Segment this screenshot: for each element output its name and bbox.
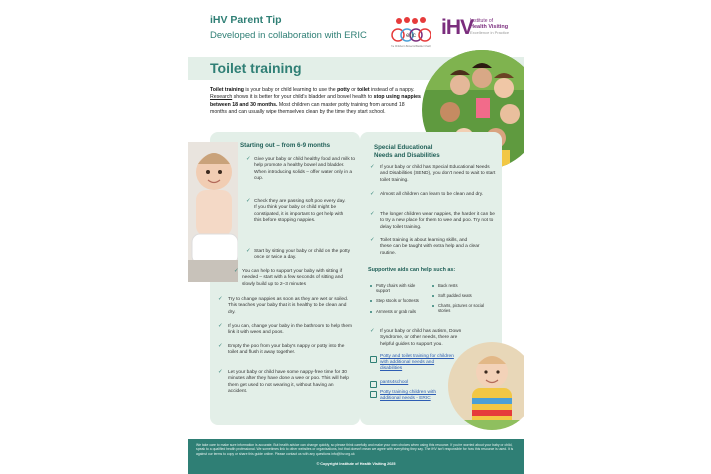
list-item: Let your baby or child have some nappy-free time for 30 minutes after they have done a wee or poo. This will help them get used to not wearing it, without having an accident. <box>228 370 349 395</box>
bullet-dot <box>370 311 372 313</box>
ihv-logo-text: Institute of Health Visiting Excellence in Practice <box>470 18 510 35</box>
bullet-dot <box>432 285 434 287</box>
list-item: Try to change nappies as soon as they are wet or soiled. This teaches your baby that it is healthy to be clean and dry. <box>228 297 349 315</box>
check-icon: ✓ <box>370 164 375 170</box>
ihv-logo <box>441 16 521 46</box>
check-icon: ✓ <box>246 248 251 254</box>
check-icon: ✓ <box>218 323 223 329</box>
aid-item: Back rests <box>438 283 458 288</box>
external-link-icon <box>370 356 377 363</box>
list-item: Toilet training is about learning skills, and these can be taught with extra help and a clear routine. <box>380 238 480 256</box>
intro-paragraph: Toilet training is your baby or child learning to use the potty or toilet instead of a nappy. Research shows it is better for your child's bladder and bowel health to stop using nappies between 18 and 30 months. Most children can master potty training from around 18 months and can usually wipe themselves clean by the time they start school. <box>210 87 421 116</box>
list-item: Check they are passing soft poo every day. If you think your baby or child might be constipated, it is important to get help with this before stopping nappies. <box>254 199 346 224</box>
aid-item: Armrests or grab rails <box>376 309 417 314</box>
list-item: If you can, change your baby in the bathroom to help them link it with wees and poos. <box>228 324 352 336</box>
bullet-dot <box>370 285 372 287</box>
check-icon: ✓ <box>218 343 223 349</box>
list-item: Almost all children can learn to be clean and dry. <box>380 192 484 197</box>
external-link-icon <box>370 391 377 398</box>
research-link[interactable]: Research <box>210 94 233 101</box>
list-item: Empty the poo from your baby's nappy or potty into the toilet and flush it away together. <box>228 344 345 356</box>
check-icon: ✓ <box>234 268 239 274</box>
list-item: You can help to support your baby with sitting if needed – start with a few seconds of sitting and slowly build up to 2–3 minutes <box>242 269 344 287</box>
ihv-logo-mark: iHV <box>441 16 474 39</box>
eric-logo <box>391 15 431 49</box>
eric-logo-tagline: The Children's Bowel & Bladder Charity <box>391 45 431 48</box>
page-title: Toilet training <box>210 60 302 76</box>
list-item: The longer children wear nappies, the harder it can be to try a new place for them to wee and poo. Try not to delay toilet training. <box>380 212 495 230</box>
footer-copyright: © Copyright Institute of Health Visiting 2025 <box>316 462 396 466</box>
check-icon: ✓ <box>370 237 375 243</box>
list-item: If your baby or child has autism, Down Syndrome, or other needs, there are helpful guides to support you. <box>380 329 462 347</box>
link-potty-training-eric[interactable]: Potty training children with additional needs - ERIC <box>380 390 436 402</box>
check-icon: ✓ <box>218 296 223 302</box>
external-link-icon <box>370 381 377 388</box>
aid-item: Step stools or footrests <box>376 298 419 303</box>
list-item: Give your baby or child healthy food and milk to help promote a healthy bowel and bladder. When introducing solids – offer water only in a cup. <box>254 157 356 182</box>
aid-item: Soft padded seats <box>438 293 472 298</box>
list-item: Start by sitting your baby or child on the potty once or twice a day. <box>254 249 350 261</box>
bullet-dot <box>432 295 434 297</box>
baby-on-potty-photo <box>188 142 238 282</box>
header-subtitle: Developed in collaboration with ERIC <box>210 30 367 41</box>
check-icon: ✓ <box>370 211 375 217</box>
eric-logo-text: eric <box>406 33 416 39</box>
bullet-dot <box>432 305 434 307</box>
send-title: Special Educational Needs and Disabilities <box>374 144 440 159</box>
aid-item: Charts, pictures or social stories <box>438 303 485 314</box>
header-title: iHV Parent Tip <box>210 14 282 26</box>
check-icon: ✓ <box>246 156 251 162</box>
check-icon: ✓ <box>370 191 375 197</box>
aid-item: Potty chairs with side support <box>376 283 416 294</box>
link-potty-toilet-additional-needs[interactable]: Potty and toilet training for children with additional needs and disabilities <box>380 354 454 372</box>
list-item: If your baby or child has Special Educational Needs and Disabilities (SEND), you don't need to wait to start toilet training. <box>380 165 496 183</box>
check-icon: ✓ <box>246 198 251 204</box>
supportive-aids-title: Supportive aids can help such as: <box>368 267 456 273</box>
starting-out-title: Starting out – from 6-9 months <box>240 142 331 149</box>
toddler-with-down-syndrome-photo <box>446 340 524 432</box>
check-icon: ✓ <box>370 328 375 334</box>
footer-disclaimer: We take care to make sure information is accurate. But health advice can change quickly, so please think carefully and make your own choices when using this resource. If you're worried about your baby or child, speak to a qualified health professional. We sometimes link to other websites or organisations, but that doesn't mean we agree with everything they say. The iHV isn't responsible for how this resource is used. It is against our terms to copy or share this guide online. Please contact us with any questions info@ihv.org.uk <box>196 443 514 456</box>
link-pants4school[interactable]: pants4school <box>380 380 409 385</box>
check-icon: ✓ <box>218 369 223 375</box>
tip-sheet-page <box>188 0 524 474</box>
bullet-dot <box>370 300 372 302</box>
